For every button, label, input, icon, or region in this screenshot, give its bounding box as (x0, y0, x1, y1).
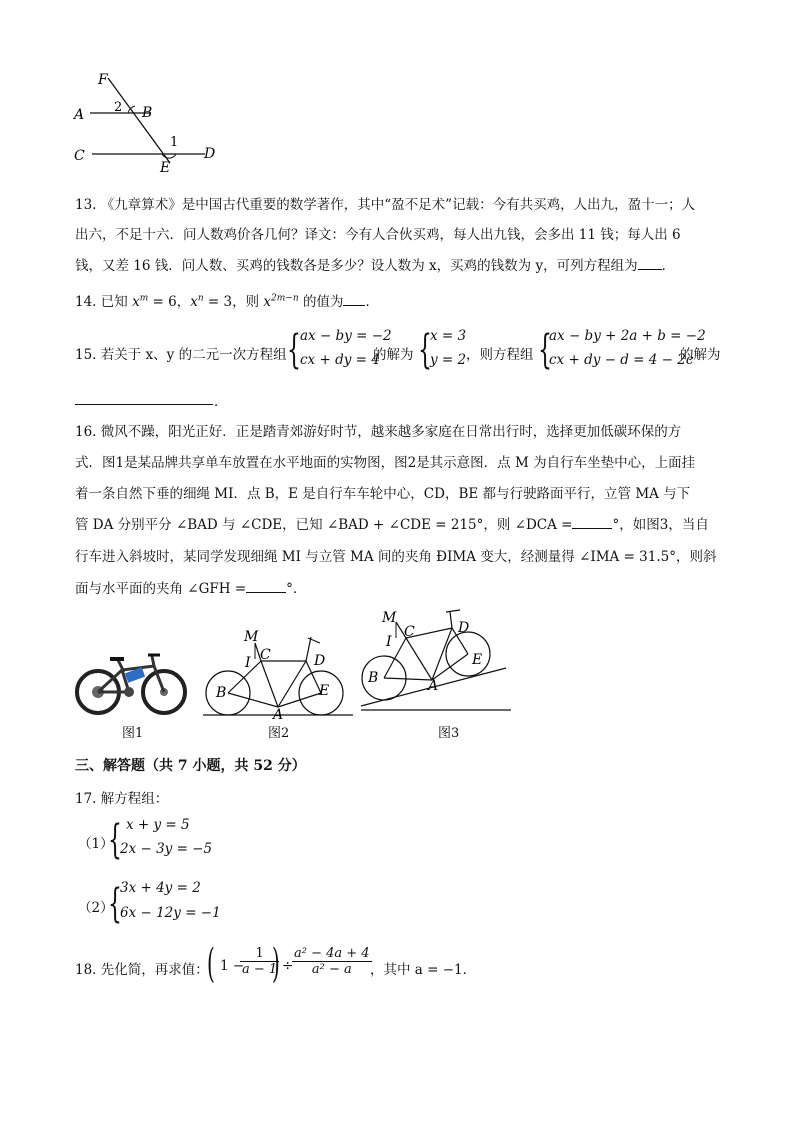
caption-fig3: 图3 (438, 726, 460, 741)
q14-ask: 的值为 (298, 294, 344, 310)
label-angle-1: 1 (170, 135, 179, 150)
q14-x3: x (263, 294, 272, 310)
q15-answer-blank[interactable] (75, 404, 213, 405)
f3-label-m: M (382, 610, 397, 626)
q14-eq2: = 3，则 (203, 294, 264, 310)
q15-prefix: 15. 若关于 x、y 的二元一次方程组 (75, 347, 287, 363)
f2-label-a: A (273, 707, 284, 720)
q18-post: ，其中 a = −1． (370, 962, 477, 978)
q15-sys3-row2: cx + dy − d = 4 − 2c (549, 352, 694, 368)
q16-line4 (75, 513, 709, 533)
q15-sys2-row2: y = 2 (430, 352, 467, 368)
q17-part1-label: （1） (78, 836, 114, 852)
q15-mid2: ，则方程组 (466, 347, 534, 363)
f3-label-i: I (386, 634, 392, 650)
q15-brace-1: { (287, 327, 301, 373)
q18-fraction-2 (292, 946, 372, 977)
q15-mid1: 的解为 (373, 347, 414, 363)
q14-end: ． (365, 294, 379, 310)
label-d: D (204, 146, 216, 162)
q18-rparen: ) (272, 941, 280, 987)
q13-answer-blank[interactable] (638, 255, 662, 270)
q14-eq1: = 6， (148, 294, 191, 310)
f2-label-m: M (244, 629, 259, 645)
q14-x1: x (132, 294, 140, 310)
q18-f2-num: a² − 4a + 4 (294, 946, 370, 961)
q15-end: ． (214, 394, 228, 410)
q17-title: 17. 解方程组： (75, 791, 169, 807)
q14-prefix: 14. 已知 (75, 294, 128, 310)
f2-label-i: I (245, 655, 251, 671)
q13-line1: 13. 《九章算术》是中国古代重要的数学著作，其中“盈不足术”记载：今有共买鸡，人出九，盈十一；人 (75, 197, 696, 213)
q16-line6-text: 面与水平面的夹角 ∠GFH = (75, 581, 247, 597)
q16-answer-blank-2[interactable] (246, 578, 286, 593)
q15-brace-3: { (538, 327, 552, 373)
parallel-lines-figure (70, 68, 230, 178)
q13-line3-text: 钱，又差 16 钱．问人数、买鸡的钱数各是多少？设人数为 x，买鸡的钱数为 y，可列方程组为 (75, 258, 638, 274)
section-3-title: 三、解答题（共 7 小题，共 52 分） (75, 758, 306, 774)
f3-label-a: A (428, 678, 439, 694)
bicycle-diagram-2 (198, 625, 358, 720)
q15-brace-2: { (418, 327, 432, 373)
f2-label-d: D (314, 653, 326, 669)
line-fe (108, 78, 170, 163)
q17-part2-brace: { (108, 881, 122, 927)
q14-x2: x (190, 294, 198, 310)
caption-fig1: 图1 (122, 726, 144, 741)
q16-line2: 式．图1是某品牌共享单车放置在水平地面的实物图，图2是其示意图．点 M 为自行车坐垫中心，上面挂 (75, 455, 696, 471)
q16-line6-end: °． (286, 581, 307, 597)
q14-exp-n: n (197, 293, 204, 304)
label-c: C (74, 148, 85, 164)
q18-prefix: 18. 先化简，再求值： (75, 962, 209, 978)
label-f: F (98, 72, 108, 88)
q17-part1-eq1: x + y = 5 (126, 817, 190, 833)
q14-exp-2m-n: 2m−n (271, 293, 299, 304)
q16-answer-blank-1[interactable] (572, 514, 612, 529)
f3-label-e: E (472, 652, 483, 668)
q17-part2-label: （2） (78, 900, 114, 916)
f3-label-b: B (368, 670, 379, 686)
q17-part1-eq2: 2x − 3y = −5 (120, 841, 213, 857)
q17-part2-eq1: 3x + 4y = 2 (120, 880, 201, 896)
q15-sys1-row2: cx + dy = 4 (300, 352, 380, 368)
q17-part1-brace: { (108, 817, 122, 863)
label-e: E (160, 160, 171, 176)
q15-post: 的解为 (680, 347, 721, 363)
q16-line6 (75, 577, 306, 597)
q13-line3 (75, 254, 675, 274)
label-b: B (142, 105, 153, 121)
q15-sys3-row1: ax − by + 2a + b = −2 (549, 328, 706, 344)
q13-end: ． (661, 258, 676, 274)
label-angle-2: 2 (114, 100, 123, 115)
q18-lparen: ( (207, 941, 215, 987)
q13-line2: 出六，不足十六．问人数鸡价各几何？译文：今有人合伙买鸡，每人出九钱，会多出 11 钱；每人出 6 (75, 227, 681, 243)
q18-divide: ÷ (282, 958, 294, 974)
label-a: A (74, 107, 85, 123)
q16-line3: 着一条自然下垂的细绳 MI．点 B，E 是自行车车轮中心，CD，BE 都与行驶路面平行，立管 MA 与下 (75, 486, 691, 502)
q14-answer-blank[interactable] (343, 291, 365, 306)
f3-label-c: C (404, 624, 415, 640)
bicycle-diagram-3-slope (356, 608, 516, 716)
q14-exp-m: m (139, 293, 149, 304)
q17-part2-eq2: 6x − 12y = −1 (120, 905, 221, 921)
q16-line4-end: °，如图3，当自 (612, 517, 709, 533)
q15-sys1-row1: ax − by = −2 (300, 328, 392, 344)
q18-f2-den: a² − a (311, 962, 352, 977)
q18-f1-num: 1 (240, 946, 279, 962)
f2-label-b: B (216, 685, 227, 701)
q14 (75, 290, 379, 310)
f2-label-c: C (260, 647, 271, 663)
q18-one-minus: 1 − (220, 958, 245, 974)
f3-label-d: D (458, 620, 470, 636)
f2-label-e: E (319, 683, 330, 699)
q16-line4-text: 管 DA 分别平分 ∠BAD 与 ∠CDE，已知 ∠BAD + ∠CDE = 215°，则 ∠DCA = (75, 517, 573, 533)
caption-fig2: 图2 (268, 726, 290, 741)
q16-line1: 16. 微风不躁，阳光正好．正是踏青郊游好时节，越来越多家庭在日常出行时，选择更加低碳环保的方 (75, 424, 682, 440)
q18-f1-den: a − 1 (242, 962, 278, 977)
bicycle-photo (74, 648, 188, 718)
q16-line5: 行车进入斜坡时，某同学发现细绳 MI 与立管 MA 间的夹角 ÐIMA 变大，经测量得 ∠IMA = 31.5°，则斜 (75, 549, 717, 565)
q15-sys2-row1: x = 3 (430, 328, 467, 344)
